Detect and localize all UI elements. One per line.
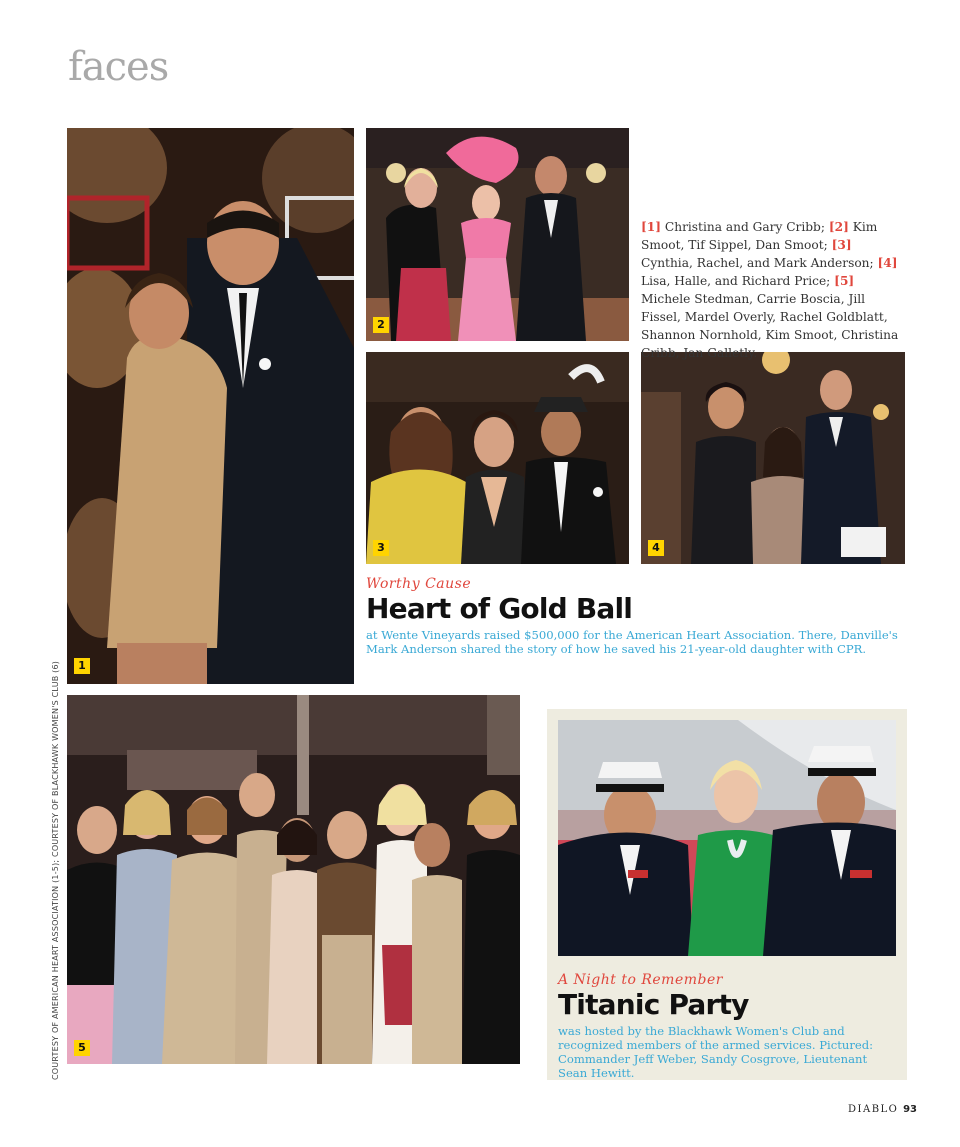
- caption-number: [5]: [834, 274, 855, 288]
- photo-6: [558, 720, 896, 956]
- caption-text: Christina and Gary Cribb;: [664, 220, 825, 234]
- photo-4: [641, 352, 905, 564]
- story-kicker: A Night to Remember: [558, 972, 723, 988]
- photo-1: [67, 128, 354, 684]
- photo-credit: COURTESY OF AMERICAN HEART ASSOCIATION (1-5); COURTESY OF BLACKHAWK WOMEN'S CLUB (6): [51, 660, 60, 1080]
- photo-number-badge: 4: [648, 540, 664, 556]
- caption-number: [2]: [828, 220, 849, 234]
- photo-number-badge: 2: [373, 317, 389, 333]
- section-title: faces: [68, 44, 169, 90]
- caption-text: Cynthia, Rachel, and Mark Anderson;: [641, 256, 874, 270]
- photo-2: [366, 128, 629, 341]
- photo-caption: [641, 218, 907, 362]
- story-kicker: Worthy Cause: [366, 576, 472, 592]
- story-dek: at Wente Vineyards raised $500,000 for the American Heart Association. There, Danville's Mark Anderson shared the story of how he saved his 21-year-old daughter with CPR.: [366, 628, 898, 656]
- caption-text: Lisa, Halle, and Richard Price;: [641, 274, 831, 288]
- photo-number-badge: 3: [373, 540, 389, 556]
- caption-number: [1]: [641, 220, 662, 234]
- story-headline: Titanic Party: [558, 988, 749, 1021]
- story-dek: was hosted by the Blackhawk Women's Club and recognized members of the armed services. Pictured: Commander Jeff Weber, Sandy Cosgrove, Lieutenant Sean Hewitt.: [558, 1024, 874, 1080]
- caption-number: [4]: [877, 256, 898, 270]
- page-folio: [848, 1104, 917, 1115]
- story-headline: Heart of Gold Ball: [366, 592, 633, 625]
- caption-text: Kim Smoot, Tif Sippel, Dan Smoot;: [641, 220, 878, 252]
- page-number: 93: [903, 1104, 917, 1115]
- photo-number-badge: 1: [74, 658, 90, 674]
- caption-number: [3]: [831, 238, 852, 252]
- photo-5: [67, 695, 520, 1064]
- photo-number-badge: 5: [74, 1040, 90, 1056]
- photo-3: [366, 352, 629, 564]
- caption-text: Michele Stedman, Carrie Boscia, Jill Fissel, Mardel Overly, Rachel Goldblatt, Shannon Nornhold, Kim Smoot, Christina Cribb, Jan Galletly.: [641, 292, 899, 360]
- folio-magazine: DIABLO: [848, 1104, 899, 1115]
